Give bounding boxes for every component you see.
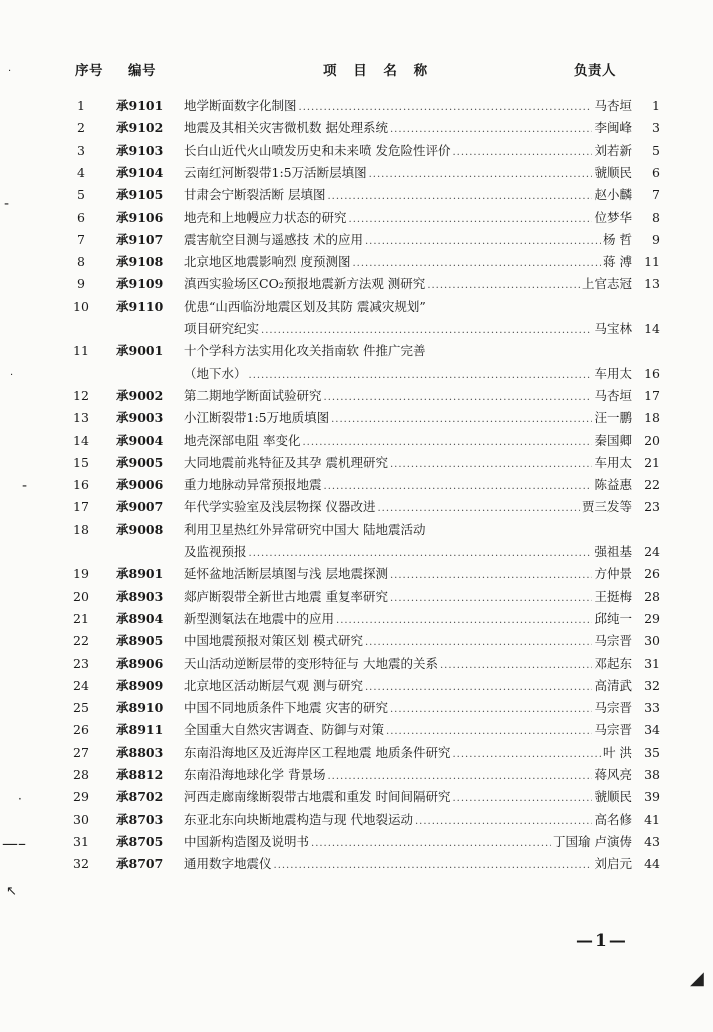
toc-row — [0, 786, 713, 808]
entry-no: 17 — [73, 499, 89, 515]
entry-person: 刘若新 — [594, 142, 632, 158]
entry-title: 十个学科方法实用化攻关指南软 件推广完善 — [184, 343, 426, 359]
entry-page: 24 — [644, 544, 660, 559]
leader-dots — [324, 387, 593, 409]
entry-code: 承9007 — [116, 499, 164, 515]
leader-dots — [452, 744, 601, 766]
toc-row — [0, 719, 713, 741]
entry-no: 20 — [73, 588, 89, 604]
entry-no: 19 — [73, 566, 89, 582]
entry-title: 云南红河断裂带1:5万活断层填图 — [184, 164, 367, 180]
entry-title: 中国新构造图及说明书 — [184, 833, 310, 849]
entry-person: 陈益惠 — [594, 477, 632, 493]
scan-speck: - — [22, 478, 28, 494]
entry-line — [184, 630, 632, 654]
entry-code: 承9104 — [116, 164, 164, 180]
entry-title: 新型测氡法在地震中的应用 — [184, 610, 335, 626]
entry-line — [184, 340, 632, 362]
leader-dots — [365, 677, 593, 699]
entry-person: 马宝林 — [594, 321, 632, 336]
entry-code: 承8910 — [116, 700, 164, 716]
scan-speck: - — [4, 196, 10, 212]
entry-code: 承9102 — [116, 120, 164, 136]
entry-code: 承8909 — [116, 677, 164, 693]
entry-page: 8 — [652, 209, 660, 225]
entry-code: 承9006 — [116, 477, 164, 493]
toc-row — [0, 363, 713, 385]
header-code: 编号 — [128, 63, 156, 79]
entry-title: 项目研究纪实 — [184, 321, 260, 336]
entry-line — [184, 474, 632, 498]
leader-dots — [369, 164, 593, 186]
entry-title: 中国不同地质条件下地震 灾害的研究 — [184, 700, 388, 716]
entry-code: 承9106 — [116, 209, 164, 225]
entry-page: 11 — [644, 254, 660, 270]
toc-row — [0, 340, 713, 362]
entry-page: 7 — [652, 187, 660, 203]
entry-code: 承8707 — [116, 856, 164, 872]
toc-row — [0, 586, 713, 608]
leader-dots — [452, 788, 592, 810]
entry-code: 承9002 — [116, 387, 164, 403]
entry-no: 8 — [77, 254, 85, 270]
entry-code: 承8903 — [116, 588, 164, 604]
entry-person: 虢顺民 — [594, 164, 632, 180]
entry-person: 马宗晋 — [594, 722, 632, 738]
entry-page: 9 — [652, 231, 660, 247]
entry-person: 高名修 — [594, 811, 632, 827]
leader-dots — [324, 476, 593, 498]
entry-line — [184, 162, 632, 186]
entry-page: 13 — [644, 276, 660, 292]
entry-no: 24 — [73, 677, 89, 693]
entry-title: 郯庐断裂带全新世古地震 重复率研究 — [184, 588, 388, 604]
toc-row — [0, 608, 713, 630]
entry-code: 承8901 — [116, 566, 164, 582]
entry-person: 赵小麟 — [594, 187, 632, 203]
entry-line — [184, 430, 632, 454]
entry-person: 邱纯一 — [594, 610, 632, 626]
entry-title: 年代学实验室及浅层物探 仪器改进 — [184, 499, 376, 515]
entry-code: 承9003 — [116, 410, 164, 426]
leader-dots — [249, 543, 593, 565]
entry-page: 5 — [652, 142, 660, 158]
entry-code: 承9008 — [116, 521, 164, 537]
entry-title: 长白山近代火山喷发历史和未来喷 发危险性评价 — [184, 142, 451, 158]
entry-no: 11 — [73, 343, 89, 359]
leader-dots — [349, 209, 593, 231]
entry-code: 承9103 — [116, 142, 164, 158]
scan-speck: ↖ — [6, 884, 17, 899]
entry-person: 马宗晋 — [594, 633, 632, 649]
toc-row — [0, 273, 713, 295]
scan-speck: · — [8, 66, 12, 77]
entry-no: 9 — [77, 276, 85, 292]
toc-row — [0, 742, 713, 764]
toc-row — [0, 563, 713, 585]
entry-title: 东亚北东向块断地震构造与现 代地裂运动 — [184, 811, 413, 827]
entry-page: 29 — [644, 610, 660, 626]
entry-title: 第二期地学断面试验研究 — [184, 387, 322, 403]
toc-row — [0, 207, 713, 229]
entry-page: 34 — [644, 722, 660, 738]
toc-row — [0, 853, 713, 875]
entry-title: 地学断面数字化制图 — [184, 98, 297, 113]
entry-no: 21 — [73, 610, 89, 626]
entry-title: 震害航空目测与遥感技 术的应用 — [184, 231, 363, 247]
entry-code: 承8911 — [116, 722, 164, 738]
entry-line — [184, 407, 632, 431]
leader-dots — [415, 811, 593, 833]
header-project-name: 项 目 名 称 — [323, 63, 434, 79]
entry-title: 地壳深部电阻 率变化 — [184, 432, 301, 448]
toc-row — [0, 251, 713, 273]
toc-row — [0, 474, 713, 496]
entry-line — [184, 563, 632, 587]
entry-no: 28 — [73, 767, 89, 782]
toc-row — [0, 675, 713, 697]
entry-line — [184, 519, 632, 541]
entry-code: 承8705 — [116, 833, 164, 849]
entry-code: 承9105 — [116, 187, 164, 203]
entry-line — [184, 653, 632, 677]
entry-title: （地下水） — [184, 365, 247, 381]
entry-page: 6 — [652, 164, 660, 180]
entry-person: 贾三发等 — [581, 499, 632, 515]
entry-page: 1 — [652, 98, 660, 113]
entry-no: 30 — [73, 811, 89, 827]
toc-row — [0, 764, 713, 786]
entry-line — [184, 697, 632, 721]
entry-title: 延怀盆地活断层填图与浅 层地震探测 — [184, 566, 388, 582]
entry-page: 33 — [644, 700, 660, 716]
entry-page: 3 — [652, 120, 660, 136]
entry-line — [184, 95, 632, 119]
entry-title: 全国重大自然灾害调查、防御与对策 — [184, 722, 385, 738]
leader-dots — [365, 632, 593, 654]
entry-line — [184, 273, 632, 297]
scan-speck: · — [18, 792, 22, 806]
entry-title: 北京地区地震影响烈 度预测图 — [184, 254, 351, 270]
entry-person: 丁国瑜 卢演俦 — [553, 833, 632, 849]
entry-person: 王挺梅 — [594, 588, 632, 604]
toc-row — [0, 296, 713, 318]
leader-dots — [365, 231, 601, 253]
entry-no: 27 — [73, 744, 89, 760]
leader-dots — [352, 253, 601, 275]
entry-page: 14 — [644, 321, 660, 336]
entry-line — [184, 853, 632, 877]
entry-title: 河西走廊南缘断裂带古地震和重发 时间间隔研究 — [184, 789, 451, 805]
entry-page: 22 — [644, 477, 660, 493]
entry-page: 16 — [644, 365, 660, 381]
entry-code: 承9110 — [116, 298, 164, 314]
toc-row — [0, 117, 713, 139]
entry-page: 38 — [644, 767, 660, 782]
entry-line — [184, 117, 632, 141]
entry-no: 1 — [77, 98, 85, 113]
entry-title: 小江断裂带1:5万地质填图 — [184, 410, 330, 426]
toc-row — [0, 697, 713, 719]
entry-no: 15 — [73, 454, 89, 470]
leader-dots — [311, 833, 551, 855]
entry-title: 北京地区活动断层气观 测与研究 — [184, 677, 363, 693]
entry-person: 强祖基 — [594, 544, 632, 559]
scan-speck: · — [10, 370, 14, 381]
entry-no: 4 — [77, 164, 85, 180]
toc-row — [0, 318, 713, 340]
entry-line — [184, 831, 632, 855]
entry-code: 承9108 — [116, 254, 164, 270]
leader-dots — [336, 610, 592, 632]
entry-title: 滇西实验场区CO₂预报地震新方法观 测研究 — [184, 276, 426, 292]
entry-code: 承8906 — [116, 655, 164, 671]
entry-no: 6 — [77, 209, 85, 225]
entry-page: 41 — [644, 811, 660, 827]
entry-no: 23 — [73, 655, 89, 671]
entry-person: 蒋风亮 — [594, 767, 632, 782]
entry-no: 31 — [73, 833, 89, 849]
leader-dots — [390, 119, 593, 141]
page-number: —1— — [576, 931, 628, 951]
entry-person: 刘启元 — [594, 856, 632, 872]
entry-line — [184, 363, 632, 387]
leader-dots — [377, 498, 580, 520]
entry-line — [184, 229, 632, 253]
entry-code: 承8905 — [116, 633, 164, 649]
entry-no: 13 — [73, 410, 89, 426]
entry-no: 25 — [73, 700, 89, 716]
header-person: 负责人 — [574, 63, 616, 79]
entry-person: 方仲景 — [594, 566, 632, 582]
toc-row — [0, 95, 713, 117]
entry-page: 44 — [644, 856, 660, 872]
toc-row — [0, 385, 713, 407]
entry-title: 地壳和上地幔应力状态的研究 — [184, 209, 347, 225]
entry-person: 车用太 — [594, 365, 632, 381]
entry-line — [184, 140, 632, 164]
toc-row — [0, 140, 713, 162]
entry-code: 承9109 — [116, 276, 164, 292]
entry-person: 车用太 — [594, 454, 632, 470]
entry-title: 通用数字地震仪 — [184, 856, 272, 872]
entry-page: 39 — [644, 789, 660, 805]
entry-no: 16 — [73, 477, 89, 493]
entry-page: 21 — [644, 454, 660, 470]
entry-line — [184, 764, 632, 788]
entry-code: 承9004 — [116, 432, 164, 448]
leader-dots — [299, 97, 593, 119]
entry-title: 优患“山西临汾地震区划及其防 震减灾规划” — [184, 298, 426, 314]
entry-no: 3 — [77, 142, 85, 158]
entry-line — [184, 452, 632, 476]
scan-speck: —– — [2, 834, 26, 853]
entry-title: 东南沿海地球化学 背景场 — [184, 767, 326, 782]
entry-no: 7 — [77, 231, 85, 247]
entry-person: 邓起东 — [594, 655, 632, 671]
entry-page: 28 — [644, 588, 660, 604]
entry-page: 31 — [644, 655, 660, 671]
entry-person: 杨 哲 — [603, 231, 632, 247]
entry-no: 12 — [73, 387, 89, 403]
toc-row — [0, 653, 713, 675]
entry-line — [184, 541, 632, 565]
entry-line — [184, 296, 632, 318]
entry-line — [184, 742, 632, 766]
leader-dots — [427, 275, 580, 297]
entry-line — [184, 809, 632, 833]
entry-no: 2 — [77, 120, 85, 136]
entry-page: 23 — [644, 499, 660, 515]
entry-person: 马杏垣 — [594, 98, 632, 113]
entry-title: 中国地震预报对策区划 模式研究 — [184, 633, 363, 649]
entry-page: 26 — [644, 566, 660, 582]
entry-person: 高清武 — [594, 677, 632, 693]
entry-person: 秦国卿 — [594, 432, 632, 448]
leader-dots — [327, 766, 592, 788]
toc-row — [0, 496, 713, 518]
toc-row — [0, 407, 713, 429]
entry-person: 位梦华 — [594, 209, 632, 225]
entry-person: 上官志冠 — [581, 276, 632, 292]
entry-title: 重力地脉动异常预报地震 — [184, 477, 322, 493]
toc-row — [0, 630, 713, 652]
entry-no: 14 — [73, 432, 89, 448]
entry-person: 汪一鹏 — [594, 410, 632, 426]
entry-person: 叶 洪 — [603, 744, 632, 760]
entry-line — [184, 318, 632, 342]
entry-no: 32 — [73, 856, 89, 872]
entry-code: 承9101 — [116, 98, 164, 113]
entry-line — [184, 586, 632, 610]
leader-dots — [390, 565, 593, 587]
entry-line — [184, 184, 632, 208]
entry-person: 蒋 溥 — [603, 254, 632, 270]
toc-row — [0, 184, 713, 206]
entry-code: 承8803 — [116, 744, 164, 760]
leader-dots — [440, 655, 593, 677]
entry-page: 35 — [644, 744, 660, 760]
entry-no: 10 — [73, 298, 89, 314]
entry-title: 东南沿海地区及近海岸区工程地震 地质条件研究 — [184, 744, 451, 760]
header-no: 序号 — [75, 63, 103, 79]
leader-dots — [390, 699, 593, 721]
toc-row — [0, 541, 713, 563]
leader-dots — [249, 365, 593, 387]
entry-code: 承9001 — [116, 343, 164, 359]
entry-no: 26 — [73, 722, 89, 738]
entry-person: 马宗晋 — [594, 700, 632, 716]
toc-row — [0, 809, 713, 831]
entry-page: 20 — [644, 432, 660, 448]
entry-code: 承9005 — [116, 454, 164, 470]
leader-dots — [261, 320, 592, 342]
toc-row — [0, 519, 713, 541]
entry-title: 及监视预报 — [184, 544, 247, 559]
toc-row — [0, 831, 713, 853]
entry-title: 甘肃会宁断裂活断 层填图 — [184, 187, 326, 203]
entry-code: 承9107 — [116, 231, 164, 247]
entry-no: 29 — [73, 789, 89, 805]
entry-page: 43 — [644, 833, 660, 849]
leader-dots — [390, 588, 593, 610]
entry-line — [184, 496, 632, 520]
entry-person: 马杏垣 — [594, 387, 632, 403]
entry-code: 承8703 — [116, 811, 164, 827]
entry-page: 32 — [644, 677, 660, 693]
entry-title: 地震及其相关灾害微机数 据处理系统 — [184, 120, 388, 136]
entry-person: 李闽峰 — [594, 120, 632, 136]
toc-row — [0, 430, 713, 452]
toc-row — [0, 229, 713, 251]
leader-dots — [386, 721, 592, 743]
entry-person: 虢顺民 — [594, 789, 632, 805]
leader-dots — [452, 142, 592, 164]
entry-line — [184, 608, 632, 632]
entry-no: 18 — [73, 521, 89, 537]
entry-title: 大同地震前兆特征及其孕 震机理研究 — [184, 454, 388, 470]
entry-page: 30 — [644, 633, 660, 649]
entry-page: 17 — [644, 387, 660, 403]
toc-row — [0, 452, 713, 474]
entry-no: 5 — [77, 187, 85, 203]
entry-line — [184, 207, 632, 231]
entry-line — [184, 719, 632, 743]
leader-dots — [390, 454, 593, 476]
entry-page: 18 — [644, 410, 660, 426]
entry-title: 利用卫星热红外异常研究中国大 陆地震活动 — [184, 521, 426, 537]
entry-code: 承8702 — [116, 789, 164, 805]
entry-line — [184, 385, 632, 409]
entry-no: 22 — [73, 633, 89, 649]
leader-dots — [331, 409, 592, 431]
entry-line — [184, 786, 632, 810]
toc-row — [0, 162, 713, 184]
entry-title: 天山活动逆断层带的变形特征与 大地震的关系 — [184, 655, 438, 671]
entry-line — [184, 251, 632, 275]
leader-dots — [302, 432, 592, 454]
scan-speck: ◢ — [690, 968, 704, 989]
entry-code: 承8904 — [116, 610, 164, 626]
entry-code: 承8812 — [116, 767, 164, 782]
leader-dots — [327, 186, 592, 208]
leader-dots — [274, 855, 593, 877]
entry-line — [184, 675, 632, 699]
